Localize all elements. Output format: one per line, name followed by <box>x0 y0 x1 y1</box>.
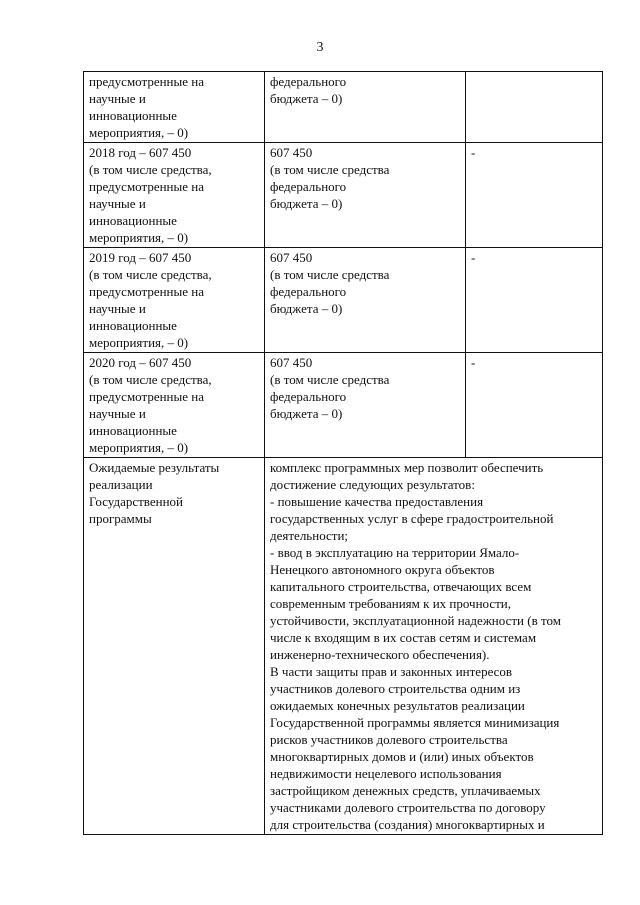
cell-line: 2020 год – 607 450 <box>89 355 192 370</box>
federal-budget-cell <box>265 353 466 458</box>
cell-line: достижение следующих результатов: <box>270 477 475 492</box>
cell-line: устойчивости, эксплуатационной надежности (в том <box>270 613 561 628</box>
cell-line: для строительства (создания) многоквартирных и <box>270 817 545 832</box>
cell-line: федерального <box>270 284 347 299</box>
cell-line: (в том числе средства, <box>89 267 212 282</box>
cell-line: предусмотренные на <box>89 389 205 404</box>
cell-value: - <box>471 250 476 265</box>
cell-line: (в том числе средства, <box>89 162 212 177</box>
cell-line: федерального <box>270 74 347 89</box>
cell-line: Ненецкого автономного округа объектов <box>270 562 495 577</box>
cell-line: инженерно-технического обеспечения). <box>270 647 490 662</box>
cell-line: (в том числе средства <box>270 162 390 177</box>
cell-line: инновационные <box>89 423 177 438</box>
cell-line: 607 450 <box>270 250 313 265</box>
funding-year-cell <box>84 353 265 458</box>
cell-line: мероприятия, – 0) <box>89 230 189 245</box>
results-row <box>84 458 603 835</box>
cell-line: предусмотренные на <box>89 74 205 89</box>
federal-budget-cell <box>265 143 466 248</box>
table-body <box>84 72 603 835</box>
cell-line: комплекс программных мер позволит обеспечить <box>270 460 544 475</box>
cell-line: бюджета – 0) <box>270 91 343 106</box>
cell-line: федерального <box>270 179 347 194</box>
funding-year-cell <box>84 248 265 353</box>
cell-line: реализации <box>89 477 153 492</box>
funding-year-cell <box>84 143 265 248</box>
cell-line: научные и <box>89 196 146 211</box>
cell-line: 607 450 <box>270 145 313 160</box>
cell-line: рисков участников долевого строительства <box>270 732 508 747</box>
cell-line: мероприятия, – 0) <box>89 125 189 140</box>
cell-line: научные и <box>89 406 146 421</box>
cell-line: - ввод в эксплуатацию на территории Ямало- <box>270 545 520 560</box>
cell-line: научные и <box>89 301 146 316</box>
cell-line: - повышение качества предоставления <box>270 494 484 509</box>
funding-row <box>84 72 603 143</box>
other-sources-cell <box>466 143 603 248</box>
cell-line: (в том числе средства <box>270 267 390 282</box>
federal-budget-cell <box>265 72 466 143</box>
cell-line: государственных услуг в сфере градостроительной <box>270 511 554 526</box>
cell-line: предусмотренные на <box>89 179 205 194</box>
cell-line: недвижимости нецелевого использования <box>270 766 502 781</box>
cell-line: участников долевого строительства одним из <box>270 681 521 696</box>
cell-line: числе к входящим в их состав сетям и системам <box>270 630 537 645</box>
funding-row <box>84 143 603 248</box>
cell-line: деятельности; <box>270 528 349 543</box>
cell-line: федерального <box>270 389 347 404</box>
cell-line: научные и <box>89 91 146 106</box>
cell-line: 2019 год – 607 450 <box>89 250 192 265</box>
federal-budget-cell <box>265 248 466 353</box>
cell-line: инновационные <box>89 108 177 123</box>
cell-line: ожидаемых конечных результатов реализации <box>270 698 525 713</box>
other-sources-cell <box>466 353 603 458</box>
funding-row <box>84 353 603 458</box>
cell-line: Государственной программы является минимизация <box>270 715 560 730</box>
cell-line: В части защиты прав и законных интересов <box>270 664 513 679</box>
funding-row <box>84 248 603 353</box>
cell-line: бюджета – 0) <box>270 406 343 421</box>
cell-line: мероприятия, – 0) <box>89 335 189 350</box>
cell-line: современным требованиям к их прочности, <box>270 596 512 611</box>
cell-line: участниками долевого строительства по договору <box>270 800 546 815</box>
results-text-cell <box>265 458 603 835</box>
page-number: 3 <box>316 40 324 55</box>
cell-line: 2018 год – 607 450 <box>89 145 192 160</box>
cell-line: Государственной <box>89 494 184 509</box>
other-sources-cell <box>466 248 603 353</box>
cell-line: инновационные <box>89 318 177 333</box>
cell-line: 607 450 <box>270 355 313 370</box>
other-sources-cell <box>466 72 603 143</box>
cell-line: мероприятия, – 0) <box>89 440 189 455</box>
cell-line: (в том числе средства <box>270 372 390 387</box>
cell-line: программы <box>89 511 152 526</box>
funding-year-cell <box>84 72 265 143</box>
passport-table <box>83 71 603 835</box>
cell-value: - <box>471 355 476 370</box>
cell-line: застройщиком денежных средств, уплачиваемых <box>270 783 541 798</box>
cell-line: бюджета – 0) <box>270 301 343 316</box>
cell-line: Ожидаемые результаты <box>89 460 220 475</box>
cell-line: многоквартирных домов и (или) иных объектов <box>270 749 534 764</box>
cell-value: - <box>471 145 476 160</box>
results-label-cell <box>84 458 265 835</box>
cell-line: капитального строительства, отвечающих всем <box>270 579 532 594</box>
cell-line: предусмотренные на <box>89 284 205 299</box>
cell-line: (в том числе средства, <box>89 372 212 387</box>
cell-line: инновационные <box>89 213 177 228</box>
cell-line: бюджета – 0) <box>270 196 343 211</box>
